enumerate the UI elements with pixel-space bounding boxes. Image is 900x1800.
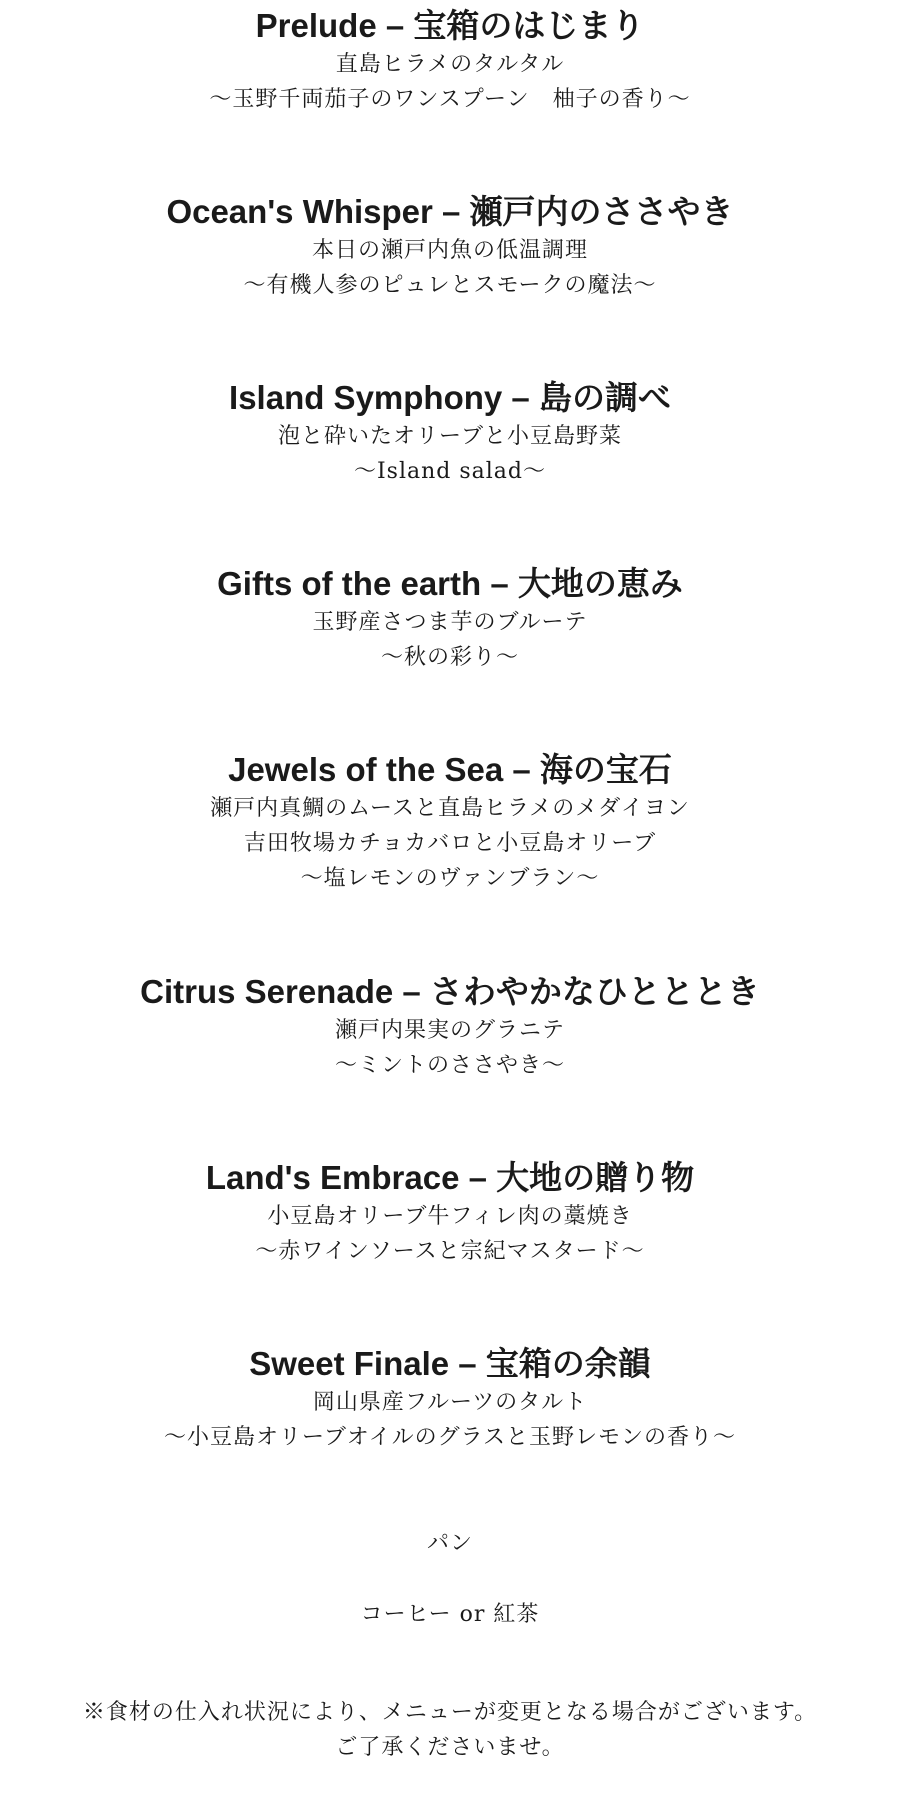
- course-title: Sweet Finale – 宝箱の余韻: [249, 1345, 651, 1382]
- course-description: 本日の瀬戸内魚の低温調理: [311, 238, 588, 263]
- course-title: Citrus Serenade – さわやかなひとととき: [140, 973, 760, 1010]
- course-title: Prelude – 宝箱のはじまり: [255, 7, 645, 44]
- course-garnish: 〜小豆島オリーブオイルのグラスと玉野レモンの香り〜: [164, 1425, 736, 1450]
- course-garnish: 〜有機人参のピュレとスモークの魔法〜: [243, 273, 657, 298]
- course-description: 吉田牧場カチョカバロと小豆島オリーブ: [243, 831, 657, 856]
- course-prelude: [0, 5, 900, 117]
- course-garnish: 〜Island salad〜: [353, 459, 547, 484]
- ingredient-notice: [0, 1695, 900, 1765]
- course-description: 瀬戸内果実のグラニテ: [334, 1018, 565, 1043]
- course-garnish: 〜秋の彩り〜: [380, 645, 519, 670]
- course-title: Land's Embrace – 大地の贈り物: [205, 1159, 695, 1196]
- course-description: 岡山県産フルーツのタルト: [312, 1390, 588, 1415]
- course-oceans-whisper: [0, 191, 900, 303]
- course-garnish: 〜玉野千両茄子のワンスプーン 柚子の香り〜: [209, 87, 691, 112]
- course-citrus-serenade: [0, 971, 900, 1083]
- course-garnish: 〜塩レモンのヴァンブラン〜: [300, 866, 600, 891]
- course-garnish: 〜赤ワインソースと宗紀マスタード〜: [255, 1239, 645, 1264]
- course-island-symphony: [0, 377, 900, 489]
- course-title: Jewels of the Sea – 海の宝石: [228, 751, 672, 788]
- course-garnish: 〜ミントのささやき〜: [334, 1053, 565, 1078]
- drink-item: コーヒー or 紅茶: [360, 1602, 540, 1627]
- course-description: 直島ヒラメのタルタル: [335, 52, 565, 77]
- course-title: Island Symphony – 島の調べ: [229, 379, 671, 416]
- notice-line: ご了承くださいませ。: [335, 1735, 565, 1760]
- course-gifts-of-the-earth: [0, 563, 900, 675]
- course-sweet-finale: [0, 1343, 900, 1455]
- bread-item: パン: [426, 1531, 473, 1556]
- notice-line: ※食材の仕入れ状況により、メニューが変更となる場合がございます。: [82, 1700, 818, 1725]
- course-description: 瀬戸内真鯛のムースと直島ヒラメのメダイヨン: [210, 796, 690, 821]
- course-description: 小豆島オリーブ牛フィレ肉の藁焼き: [267, 1204, 633, 1229]
- course-title: Ocean's Whisper – 瀬戸内のささやき: [166, 193, 734, 230]
- course-lands-embrace: [0, 1157, 900, 1269]
- course-description: 泡と砕いたオリーブと小豆島野菜: [278, 424, 622, 449]
- course-title: Gifts of the earth – 大地の恵み: [217, 565, 683, 602]
- course-jewels-of-the-sea: [0, 749, 900, 896]
- course-description: 玉野産さつま芋のブルーテ: [312, 610, 588, 635]
